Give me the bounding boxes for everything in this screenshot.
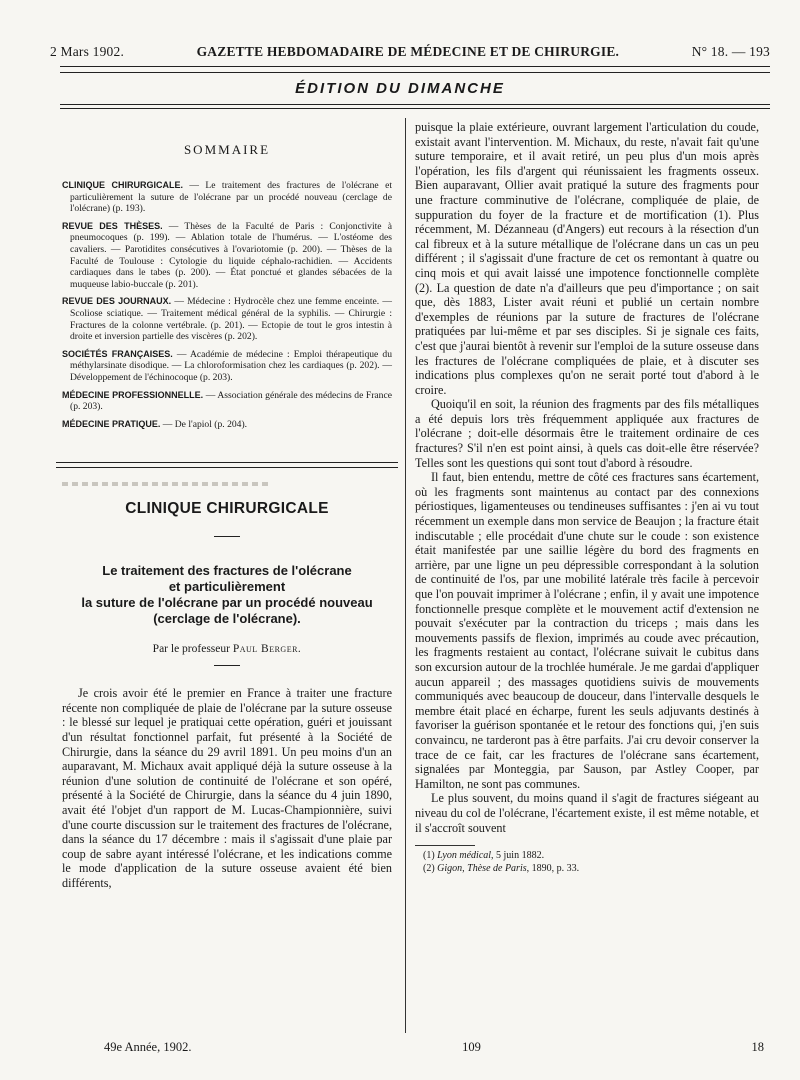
toc-text: — Association générale des médecins de France (p. 203). <box>70 389 392 413</box>
sommaire-title: SOMMAIRE <box>183 142 271 157</box>
toc-entry <box>62 296 392 342</box>
paragraph: Il faut, bien entendu, mettre de côté ces fractures sans écartement, où les fragments sont maintenus au contact par des connexions périostiques, ligamenteuses ou tendineuses suffisantes : j'en ai vu tout récemment un exemple dans mon service de Beaujon ; la fracture était indiscutable ; elle procédait d'une chute sur le coude : son existence était manifestée par une saillie légère du bord des fragments en arrière, par une ligne un peu dépressible correspondant à la solution de continuité de l'os, par une mobilité latérale très facile à percevoir que l'on pouvait imprimer à l'olécrane ; enfin, il y avait une impotence fonctionnelle presque complète et le mouvement actif d'extension ne pouvait s'exécuter par la contraction du triceps ; mais dans les mouvements passifs de flexion, imprimés au coude avec précaution, les fragments restaient au contact, l'olécrane suivait le cubitus dans son excursion autour de la trochlée humérale. Je me gardai d'appliquer aucun appareil ; des massages quotidiens suivis de mouvements communiqués avec beaucoup de douceur, dans l'intervalle desquels le membre était placé en écharpe, furent les seuls adjuvants destinés à favoriser la guérison spontanée et le retour des fonctions qui, j'en suis convaincu, ne tarderont pas à être parfaits. J'ai cru devoir conserver la trace de ce fait, car les fractures de l'olécrane sans écartement, signalées par Monteggia, par Sauson, par Astley Cooper, par Hamilton, ne sont pas communes. <box>415 470 759 791</box>
footnote-mark: (2) <box>423 862 438 874</box>
byline-prefix: Par le professeur <box>152 643 233 656</box>
footnote-source: Gigon, Thèse de Paris <box>437 862 527 874</box>
folio-number: 109 <box>462 1040 481 1054</box>
sheet-number: 18 <box>751 1040 764 1054</box>
toc-text: — De l'apiol (p. 204). <box>160 418 248 430</box>
toc-heading: SOCIÉTÉS FRANÇAISES. <box>62 348 173 359</box>
running-head <box>50 44 770 62</box>
running-foot <box>104 1040 764 1055</box>
paragraph: puisque la plaie extérieure, ouvrant largement l'articulation du coude, existait avant l'intervention. M. Michaux, du reste, n'avait fait qu'une suture temporaire, et il avait retiré, un peu plus d'un mois après l'opération, les fils d'argent qui réunissaient les fragments osseux. Bien auparavant, Ollier avait pratiqué la suture des fragments pour une fracture comminutive de l'olécrane, compliquée de plaie, de suppuration du foyer de la fracture et de mortification (1). Plus récemment, M. Dézanneau (d'Angers) eut recours à la résection d'un cal fibreux et à la suture métallique de l'olécrane dans un cas un peu différent ; il s'agissait d'une fracture de cet os remontant à quatre ou cinq mois et qui avait laissé une impotence fonctionnelle complète (2). La question de date n'a d'ailleurs que peu d'importance ; on sait que, dès 1883, Lister avait réuni et publié un certain nombre d'exemples de réunions par la suture de fractures de l'olécrane pratiquées par lui-même et par ses disciples. Si je signale ces faits, c'est que j'aurai bientôt à revenir sur l'emploi de la suture osseuse dans les fractures de l'olécrane compliquées de plaie, et à discuter ses indications plus complexes qu'on ne serait porté tout d'abord à le croire. <box>415 120 759 397</box>
column-divider <box>405 118 406 1033</box>
toc-heading: CLINIQUE CHIRURGICALE. <box>62 180 183 190</box>
paragraph: Je crois avoir été le premier en France à traiter une fracture récente non compliquée de plaie de l'olécrane par la suture osseuse : le blessé sur lequel je pratiquai cette opération, guéri et jouissant d'un résultat fonctionnel parfait, fut présenté à la Société de Chirurgie, dans la séance du 29 avril 1891. Un peu moins d'un an auparavant, M. Michaux avait appliqué déjà la suture osseuse à la réunion d'une solution de continuité de l'olécrane et son opéré, présenté à la Société de Chirurgie, dans la séance du 4 juin 1890, avait été l'objet d'un rapport de M. Lucas-Championnière, suivi d'une courte discussion sur le traitement des fractures de l'olécrane, dans la séance du 17 décembre : mais il s'agissait d'une plaie par coup de sabre ayant intéressé l'olécrane, et les indications comme le mode d'application de la suture osseuse avaient été bien différents, <box>62 686 392 890</box>
left-body-text <box>62 686 392 890</box>
article-title-line: Le traitement des fractures de l'olécrane <box>102 563 352 579</box>
toc-text: — Médecine : Hydrocèle chez une femme enceinte. — Scoliose sciatique. — Traitement médical général de la syphilis. — Chirurgie : Fractures de la colonne vertébrale. (p. 201). — Ectopie de tout le gros intestin à droite et inversion partielle des viscères (p. 202). <box>70 296 392 343</box>
footnote <box>423 863 759 876</box>
edition-title: ÉDITION DU DIMANCHE <box>295 80 505 97</box>
toc-heading: MÉDECINE PROFESSIONNELLE. <box>62 389 204 400</box>
issue-number: N° 18. — 193 <box>691 44 770 59</box>
footnote-source: Lyon médical <box>437 850 492 862</box>
toc-entry <box>62 390 392 413</box>
byline <box>62 643 392 655</box>
left-column <box>62 142 392 891</box>
journal-title: GAZETTE HEBDOMADAIRE DE MÉDECINE ET DE CHIRURGIE. <box>196 44 620 59</box>
volume-year: 49e Année, 1902. <box>104 1040 192 1054</box>
author-name: Paul Berger. <box>232 643 302 656</box>
toc-heading: MÉDECINE PRATIQUE. <box>62 418 161 429</box>
paragraph: Quoiqu'il en soit, la réunion des fragments par des fils métalliques a été depuis lors très fréquemment appliquée aux fractures de l'olécrane ; doit-elle désormais être le traitement ordinaire de ces fractures? S'il n'en est point ainsi, à quels cas doit-elle être réservée? Telles sont les questions qui sont tout d'abord à résoudre. <box>415 397 759 470</box>
header-rule <box>60 66 770 73</box>
paragraph: Le plus souvent, du moins quand il s'agit de fractures siégeant au niveau du col de l'olécrane, l'écartement existe, il est même notable, et il s'accroît souvent <box>415 791 759 835</box>
article-title-line: (cerclage de l'olécrane). <box>153 611 301 627</box>
toc-text: — Académie de médecine : Emploi thérapeutique du méthylarsinate disodique. — La chloroformisation chez les cardiaques (p. 202). — Développement de l'échinocoque (p. 203). <box>70 348 392 383</box>
article-title-line: et particulièrement <box>168 579 286 595</box>
toc-text: — Thèses de la Faculté de Paris : Conjonctivite à pneumocoques (p. 199). — Ablation totale de l'humérus. — L'ostéome des cavaliers. — Parotidites consécutives à l'ovariotomie (p. 200). — Thèses de la Faculté de Toulouse : Cytologie du liquide céphalo-rachidien. — Accidents cardiaques dans le tabes (p. 200). — État ponctué et glandes sébacées de la muqueuse labio-buccale (p. 201). <box>70 220 392 290</box>
article-title <box>62 563 392 627</box>
section-title: CLINIQUE CHIRURGICALE <box>125 500 329 518</box>
footnote <box>423 850 759 863</box>
footnote-rest: , 5 juin 1882. <box>491 850 545 862</box>
edition-rule <box>60 104 770 109</box>
right-column <box>415 120 759 875</box>
toc-heading: REVUE DES THÈSES. <box>62 220 163 231</box>
footnote-rule <box>415 845 475 846</box>
footnotes <box>415 850 759 875</box>
right-body-text <box>415 120 759 835</box>
footnote-mark: (1) <box>423 850 438 862</box>
section-separator <box>56 462 398 468</box>
footnote-rest: , 1890, p. 33. <box>526 862 580 874</box>
toc-entry <box>62 419 392 431</box>
toc-text: — Le traitement des fractures de l'olécrane et particulièrement la suture de l'olécrane par un procédé nouveau (cerclage de l'olécrane) (p. 193). <box>70 180 392 215</box>
table-of-contents <box>62 180 392 430</box>
issue-date: 2 Mars 1902. <box>50 44 125 59</box>
toc-entry <box>62 180 392 215</box>
toc-entry <box>62 221 392 291</box>
toc-heading: REVUE DES JOURNAUX. <box>62 296 172 307</box>
toc-entry <box>62 349 392 384</box>
article-title-line: la suture de l'olécrane par un procédé nouveau <box>81 595 373 611</box>
